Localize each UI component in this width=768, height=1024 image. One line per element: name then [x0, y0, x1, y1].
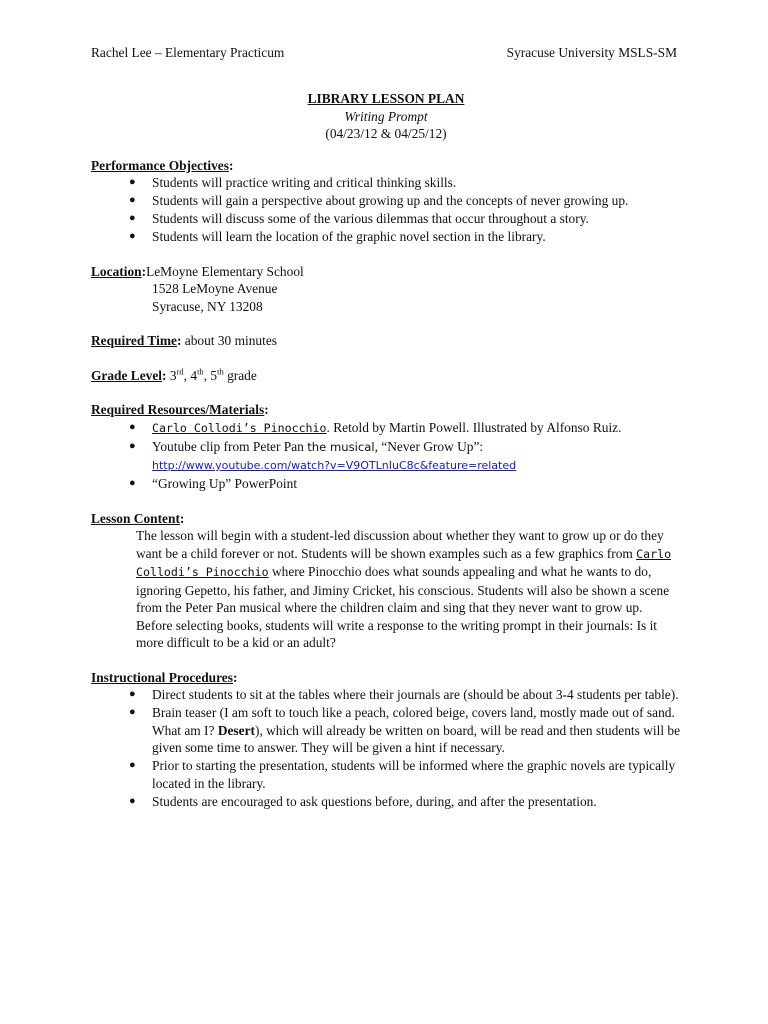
list-item: ● Students will practice writing and critical thinking skills. — [129, 175, 457, 190]
list-item: ● Youtube clip from Peter Pan the musical, “Never Grow Up”: http://www.youtube.com/watch?v=V9OTLnIuC8c&feature=related — [129, 438, 517, 472]
bullet-icon: ● — [129, 230, 136, 242]
section-heading: Lesson Content — [91, 510, 180, 526]
lesson-dates: (04/23/12 & 04/25/12) — [325, 126, 447, 141]
bullet-icon: ● — [129, 439, 136, 452]
objectives-list — [91, 174, 681, 246]
section-location: Location: LeMoyne Elementary School 1528 LeMoyne Avenue Syracuse, NY 13208 — [91, 263, 681, 316]
bullet-icon: ● — [129, 420, 136, 433]
bullet-icon: ● — [129, 688, 136, 700]
page-subtitle: Writing Prompt — [344, 108, 428, 124]
lesson-content-paragraph: The lesson will begin with a student-led discussion about whether they want to grow up or do they want be a child forever or not. Students will be shown examples such as a few graphics from Carlo Collodi’s Pinocchio where Pinocchio does what sounds appealing and what he wants to do, ignoring Gepetto, his father, and Jiminy Cricket, his conscious. Students will also be shown a scene from the Peter Pan musical where the children claim and sing that they never want to grow up. Before selecting books, students will write a response to the writing prompt in their journals: Is it more difficult to be a kid or an adult? — [136, 528, 672, 650]
header-author: Rachel Lee – Elementary Practicum — [91, 45, 285, 60]
grade-level-value: 3rd, 4th, 5th grade — [169, 366, 257, 383]
section-heading: Location — [91, 263, 142, 279]
book-title: Carlo Collodi’s Pinocchio — [152, 420, 327, 435]
section-instructional-procedures: Instructional Procedures: ● Direct students to sit at the tables where their journals are (should be about 3-4 students per table). ● Brain teaser (I am soft to touch like a peach, colored beige, covers land, mostly made out of sand. What am I? Desert), which will already be written on board, will be read and then students will be given some time to answer. They will be given a hint if necessary. ● Prior to starting the presentation, students will be informed where the graphic novels are typically located in the library. ● Students are encouraged to ask questions before, during, and after the presentation. — [91, 669, 681, 809]
section-performance-objectives: Performance Objectives: ● Students will practice writing and critical thinking skills. ● Students will gain a perspective about growing up and the concepts of never growing up. ● Students will discuss some of the various dilemmas that occur throughout a story. ● Students will learn the location of the graphic novel section in the library. — [91, 157, 681, 246]
section-heading: Instructional Procedures — [91, 669, 233, 685]
section-required-time: Required Time: about 30 minutes — [91, 333, 277, 348]
street-address: 1528 LeMoyne Avenue — [152, 281, 278, 296]
bullet-icon: ● — [129, 759, 136, 771]
bullet-icon: ● — [129, 212, 136, 224]
section-heading: Required Resources/Materials — [91, 402, 265, 417]
city-state-zip: Syracuse, NY 13208 — [152, 298, 263, 314]
book-title: Carlo Collodi’s Pinocchio — [136, 546, 672, 579]
bullet-icon: ● — [129, 477, 136, 489]
document-body — [91, 90, 681, 827]
school-name: LeMoyne Elementary School — [146, 263, 304, 279]
bullet-icon: ● — [129, 794, 136, 807]
section-heading: Grade Level — [91, 367, 163, 383]
bullet-icon: ● — [129, 176, 136, 188]
list-item: ● Students are encouraged to ask questions before, during, and after the presentation. — [129, 793, 597, 809]
section-resources: Required Resources/Materials: ● Carlo Collodi’s Pinocchio. Retold by Martin Powell. Illustrated by Alfonso Ruiz. ● Youtube clip from Peter Pan the musical, “Never Grow Up”: http://www.youtube.com/watch?v=V9OTLnIuC8c&feature=related ● “Growing Up” PowerPoint — [91, 401, 681, 493]
section-heading: Required Time — [91, 333, 177, 348]
list-item: ● Prior to starting the presentation, students will be informed where the graphic novels are typically located in the library. — [129, 758, 676, 791]
bullet-icon: ● — [129, 194, 136, 206]
title-block — [91, 90, 681, 143]
page-title: LIBRARY LESSON PLAN — [307, 91, 465, 106]
section-grade-level: Grade Level: 3rd, 4th, 5th grade — [91, 366, 257, 383]
bullet-icon: ● — [129, 706, 136, 718]
list-item: ● Brain teaser (I am soft to touch like a peach, colored beige, covers land, mostly made out of sand. What am I? Desert), which will already be written on board, will be read and then students will be given some time to answer. They will be given a hint if necessary. — [129, 705, 681, 755]
section-lesson-content: Lesson Content: The lesson will begin with a student-led discussion about whether they want to grow up or do they want be a child forever or not. Students will be shown examples such as a few graphics from Carlo Collodi’s Pinocchio where Pinocchio does what sounds appealing and what he wants to do, ignoring Gepetto, his father, and Jiminy Cricket, his conscious. Students will also be shown a scene from the Peter Pan musical where the children claim and sing that they never want to grow up. Before selecting books, students will write a response to the writing prompt in their journals: Is it more difficult to be a kid or an adult? — [91, 510, 681, 652]
list-item: ● Students will discuss some of the various dilemmas that occur throughout a story. — [129, 211, 589, 226]
header-institution: Syracuse University MSLS-SM — [506, 45, 677, 60]
list-item: ● Carlo Collodi’s Pinocchio. Retold by Martin Powell. Illustrated by Alfonso Ruiz. — [129, 419, 622, 435]
list-item: ● Direct students to sit at the tables where their journals are (should be about 3-4 students per table). — [129, 687, 679, 702]
section-heading: Performance Objectives — [91, 157, 229, 173]
youtube-link[interactable]: http://www.youtube.com/watch?v=V9OTLnIuC8c&feature=related — [152, 459, 517, 472]
list-item: ● “Growing Up” PowerPoint — [129, 476, 298, 491]
list-item: ● Students will learn the location of the graphic novel section in the library. — [129, 229, 546, 244]
resources-list — [91, 419, 681, 493]
required-time-value: about 30 minutes — [181, 333, 277, 348]
riddle-answer: Desert — [217, 722, 255, 738]
procedures-list — [91, 686, 681, 810]
list-item: ● Students will gain a perspective about growing up and the concepts of never growing up. — [129, 193, 629, 208]
